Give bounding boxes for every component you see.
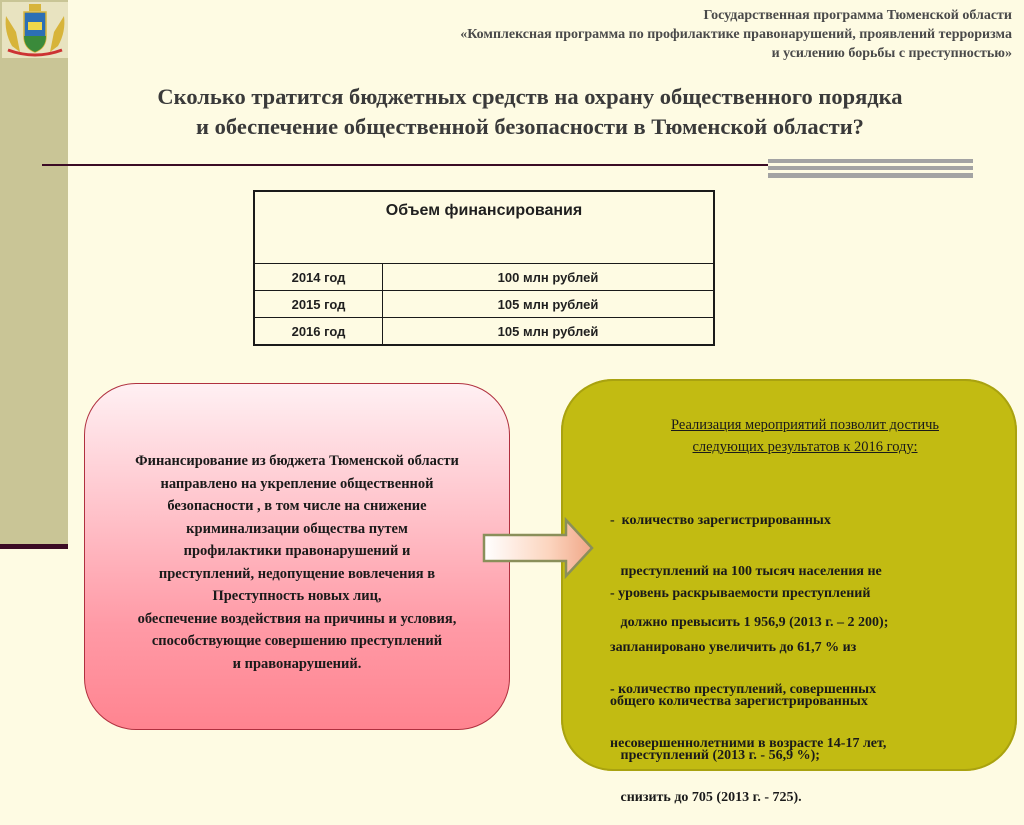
result-item-line: запланировано увеличить до 61,7 % из: [610, 640, 857, 655]
funding-description-line: Преступность новых лиц,: [212, 588, 382, 604]
tyumen-coat-of-arms-icon: [2, 2, 68, 58]
table-row: [254, 318, 714, 346]
table-cell-year: 2014 год: [254, 264, 383, 291]
table-cell-amount: 105 млн рублей: [383, 291, 715, 318]
result-item-line: несовершеннолетними в возрасте 14-17 лет,: [610, 736, 887, 751]
result-item-line: общего количества зарегистрированных: [610, 694, 868, 709]
left-decorative-band: [0, 0, 68, 545]
result-item-line: - количество преступлений, совершенных: [610, 682, 877, 697]
funding-description-line: обеспечение воздействия на причины и условия,: [137, 610, 457, 627]
funding-description-line: направлено на укрепление общественной: [160, 475, 434, 492]
funding-description-line: профилактики правонарушений и: [183, 543, 411, 559]
page-title-line: Сколько тратится бюджетных средств на охрану общественного порядка: [157, 84, 903, 109]
table-cell-year: 2015 год: [254, 291, 383, 318]
result-item-line: преступлений на 100 тысяч населения не: [610, 564, 882, 579]
results-title: [610, 414, 1000, 458]
program-header-line: «Комплексная программа по профилактике правонарушений, проявлений терроризма: [460, 27, 1012, 42]
result-item-line: снизить до 705 (2013 г. - 725).: [610, 790, 802, 805]
program-header-line: и усилению борьбы с преступностью»: [771, 46, 1012, 61]
results-title-line: следующих результатов к 2016 году:: [692, 439, 918, 455]
table-cell-amount: 100 млн рублей: [383, 264, 715, 291]
page-title: [70, 82, 990, 142]
results-title-line: Реализация мероприятий позволит достичь: [671, 417, 939, 433]
funding-description-line: способствующие совершению преступлений: [151, 633, 443, 649]
table-row: [254, 264, 714, 291]
result-item-line: должно превысить 1 956,9 (2013 г. – 2 200);: [610, 615, 889, 630]
funding-description-line: Финансирование из бюджета Тюменской области: [135, 453, 459, 469]
title-divider-accent: [768, 159, 973, 178]
right-arrow-icon: [482, 517, 594, 579]
funding-description-text: [82, 450, 512, 675]
result-item-line: - уровень раскрываемости преступлений: [610, 586, 871, 601]
funding-description-line: криминализации общества путем: [186, 520, 408, 537]
table-cell-amount: 105 млн рублей: [383, 318, 715, 346]
table-cell-year: 2016 год: [254, 318, 383, 346]
financing-table: [253, 190, 715, 346]
program-header-line: Государственная программа Тюменской области: [703, 8, 1012, 23]
result-item-line: - количество зарегистрированных: [610, 513, 831, 528]
result-item-juvenile-crime: [610, 645, 1010, 825]
funding-description-line: безопасности , в том числе на снижение: [167, 498, 427, 514]
result-item-line: преступлений (2013 г. - 56,9 %);: [610, 748, 820, 763]
program-header: [372, 6, 1012, 63]
funding-description-line: преступлений, недопущение вовлечения в: [158, 565, 436, 582]
left-decorative-rule: [0, 544, 68, 549]
funding-description-line: и правонарушений.: [232, 655, 362, 672]
financing-table-header: Объем финансирования: [254, 191, 714, 264]
page-title-line: и обеспечение общественной безопасности в Тюменской области?: [196, 114, 864, 139]
table-row: [254, 291, 714, 318]
